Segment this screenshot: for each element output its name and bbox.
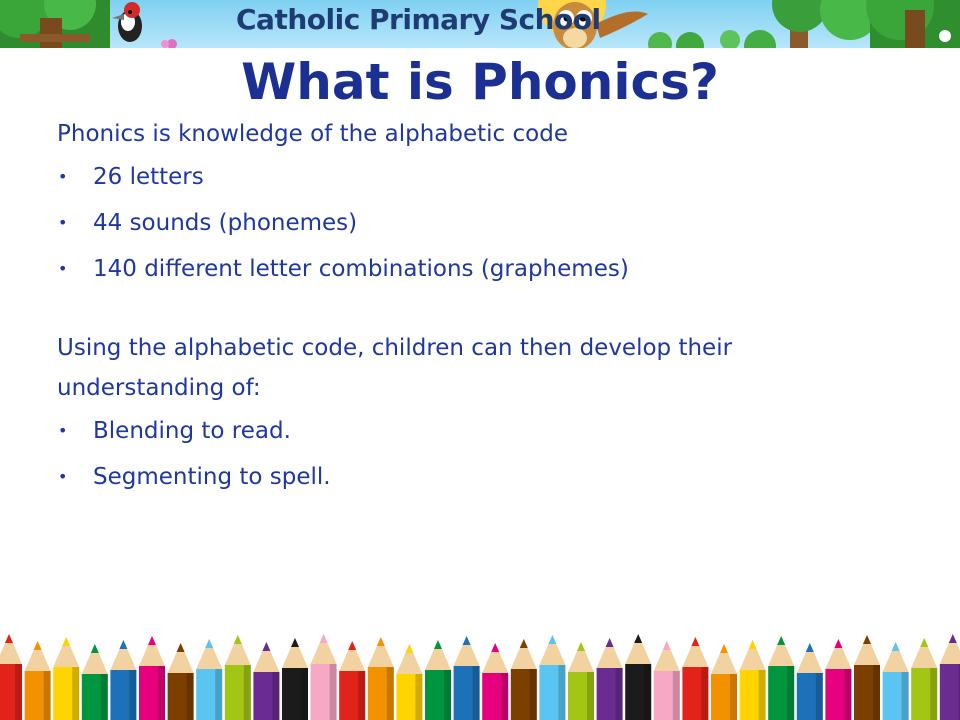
bullet-icon: • (58, 167, 68, 186)
pencil-icon (225, 635, 251, 720)
pencil-icon (368, 637, 394, 720)
list-item (57, 246, 877, 292)
pencil-icon (53, 637, 79, 720)
pencil-icon (282, 638, 308, 720)
pencil-icon (168, 643, 194, 720)
pencil-icon (539, 635, 565, 720)
list-item (57, 154, 877, 200)
skills-list (57, 408, 877, 500)
pencil-icon (425, 640, 451, 720)
list-item-text: 26 letters (93, 164, 204, 190)
intro-text: Phonics is knowledge of the alphabetic code (57, 121, 568, 147)
pencil-icon (654, 641, 680, 720)
pencil-icon (797, 643, 823, 720)
list-item-text: 44 sounds (phonemes) (93, 210, 358, 236)
pencil-icon (625, 634, 651, 720)
colored-pencils-border (0, 620, 960, 720)
school-name: Catholic Primary School (236, 3, 601, 36)
pencil-icon (311, 634, 337, 720)
pencil-icon (196, 639, 222, 720)
pencil-icon (825, 639, 851, 720)
slide-body (57, 114, 877, 506)
pencil-icon (454, 636, 480, 720)
pencil-icon (511, 639, 537, 720)
bullet-icon: • (58, 259, 68, 278)
pencil-icon (253, 642, 279, 720)
pencil-icon (597, 638, 623, 720)
pencil-icon (0, 634, 22, 720)
pencil-icon (940, 634, 960, 720)
list-item (57, 200, 877, 246)
bullet-icon: • (58, 467, 68, 486)
pencil-icon (911, 638, 937, 720)
slide-title: What is Phonics? (241, 53, 719, 111)
pencil-icon (768, 636, 794, 720)
pencil-icon (883, 642, 909, 720)
pencil-icon (139, 636, 165, 720)
spacer (57, 298, 877, 328)
flower-illustration (161, 39, 177, 48)
list-item (57, 454, 877, 500)
header-banner (0, 0, 960, 48)
bullet-icon: • (58, 421, 68, 440)
right-tree-illustration (648, 0, 960, 48)
list-item (57, 408, 877, 454)
pencil-icon (110, 640, 136, 720)
pencil-icon (339, 641, 365, 720)
pencil-icon (82, 644, 108, 720)
pencil-icon (711, 644, 737, 720)
list-item-text: Segmenting to spell. (93, 464, 331, 490)
alphabetic-code-list (57, 154, 877, 292)
pencil-icon (482, 643, 508, 720)
bullet-icon: • (58, 213, 68, 232)
pencil-icon (682, 637, 708, 720)
pencil-icon (25, 641, 51, 720)
pencil-icon (854, 635, 880, 720)
pencil-icon (568, 642, 594, 720)
pencil-icon (396, 644, 422, 720)
pencil-icon (740, 640, 766, 720)
woodpecker-illustration (112, 2, 142, 42)
left-tree-illustration (0, 0, 110, 48)
list-item-text: Blending to read. (93, 418, 291, 444)
list-item-text: 140 different letter combinations (graphemes) (93, 256, 629, 282)
followup-text: Using the alphabetic code, children can then develop their understanding of: (57, 335, 733, 401)
